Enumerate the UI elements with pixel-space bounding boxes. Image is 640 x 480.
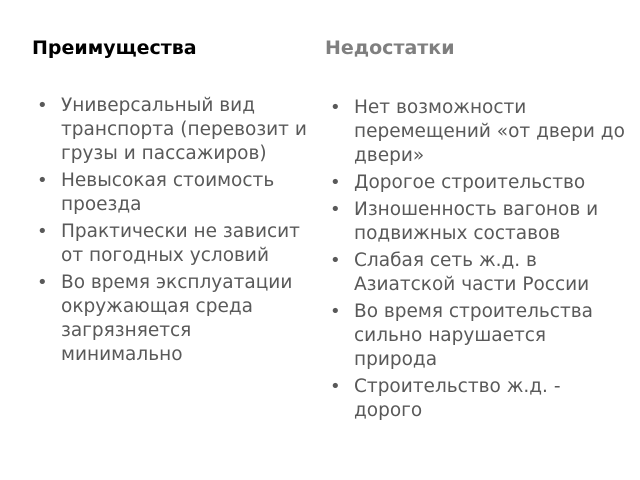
list-item-text: Во время эксплуатации окружающая среда загрязняется минимально — [61, 272, 293, 365]
list-item — [32, 169, 317, 217]
bullet-dot-icon: • — [330, 97, 341, 118]
list-item-text: Универсальный вид транспорта (перевозит и грузы и пассажиров) — [61, 95, 307, 164]
list-item — [32, 271, 317, 367]
list-item-text: Невысокая стоимость проезда — [61, 170, 275, 215]
list-item — [325, 198, 625, 246]
bullet-dot-icon: • — [330, 172, 341, 193]
list-item-text: Во время строительства сильно нарушается природа — [354, 301, 593, 370]
list-item — [325, 171, 625, 195]
bullet-dot-icon: • — [37, 95, 48, 116]
disadvantages-column — [325, 36, 625, 421]
bullet-dot-icon: • — [37, 170, 48, 191]
advantages-column — [32, 36, 317, 365]
bullet-dot-icon: • — [37, 221, 48, 242]
list-item — [325, 300, 625, 372]
list-item — [325, 375, 625, 423]
list-item — [32, 94, 317, 166]
list-item-text: Строительство ж.д. - дорого — [354, 376, 561, 421]
list-item — [32, 220, 317, 268]
bullet-dot-icon: • — [330, 376, 341, 397]
advantages-heading: Преимущества — [32, 37, 197, 59]
disadvantages-heading: Недостатки — [325, 37, 455, 59]
list-item — [325, 249, 625, 297]
list-item-text: Слабая сеть ж.д. в Азиатской части России — [354, 250, 590, 295]
bullet-dot-icon: • — [330, 250, 341, 271]
list-item-text: Практически не зависит от погодных условий — [61, 221, 300, 266]
list-item-text: Дорогое строительство — [354, 172, 586, 193]
disadvantages-list — [325, 96, 625, 426]
advantages-list — [32, 94, 317, 370]
list-item — [325, 96, 625, 168]
bullet-dot-icon: • — [37, 272, 48, 293]
bullet-dot-icon: • — [330, 301, 341, 322]
list-item-text: Нет возможности перемещений «от двери до двери» — [354, 97, 625, 166]
list-item-text: Изношенность вагонов и подвижных составов — [354, 199, 599, 244]
bullet-dot-icon: • — [330, 199, 341, 220]
